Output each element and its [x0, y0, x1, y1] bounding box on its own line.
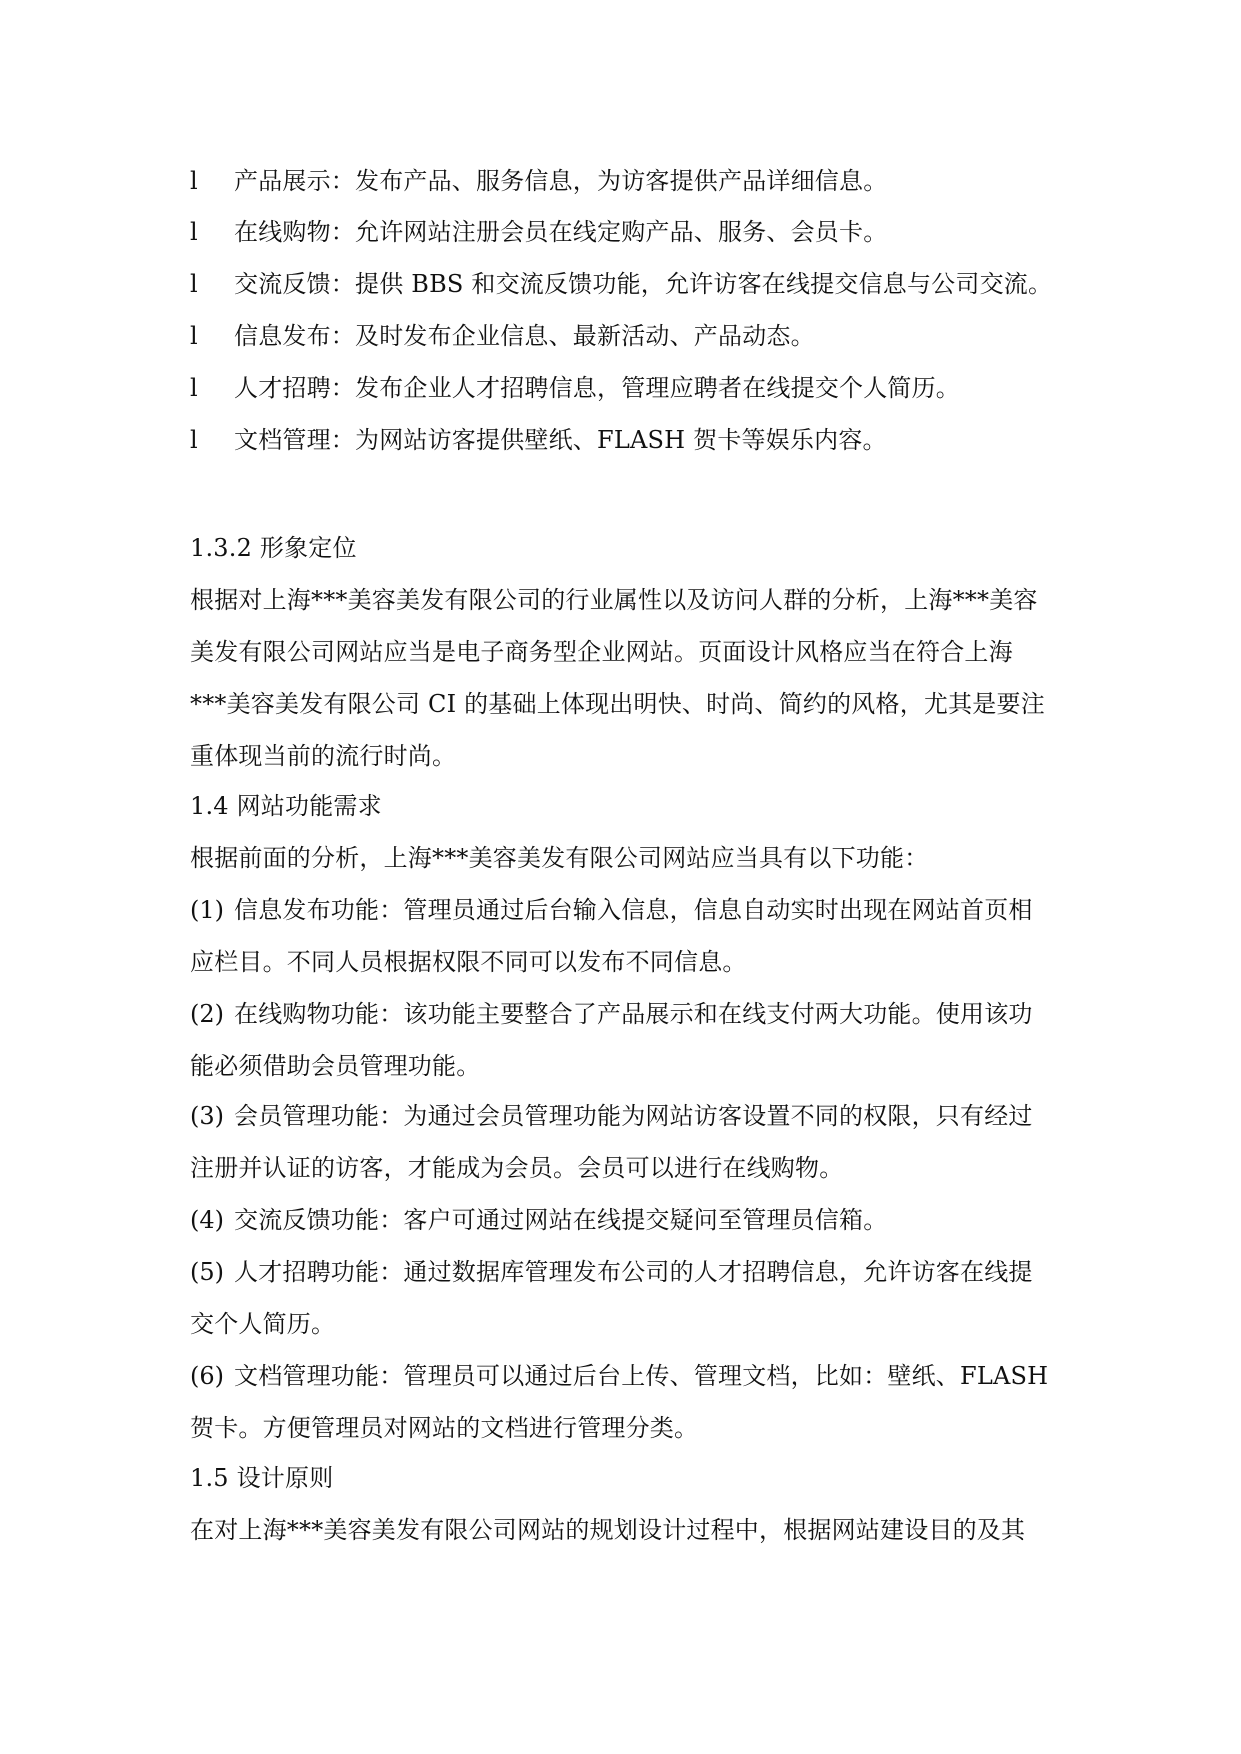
list-item-continuation: 能必须借助会员管理功能。 [190, 1052, 481, 1080]
list-item-number: (5) [190, 1258, 224, 1286]
list-item-number: (3) [190, 1102, 224, 1130]
list-item-text: 文档管理功能：管理员可以通过后台上传、管理文档，比如：壁纸、FLASH [234, 1362, 1049, 1390]
list-item-text: 信息发布功能：管理员通过后台输入信息，信息自动实时出现在网站首页相 [234, 896, 1033, 924]
bullet-marker: l [190, 270, 198, 298]
list-item-text: 人才招聘功能：通过数据库管理发布公司的人才招聘信息，允许访客在线提 [234, 1258, 1033, 1286]
paragraph-line: 根据对上海***美容美发有限公司的行业属性以及访问人群的分析，上海***美容 [190, 586, 1038, 614]
paragraph-line: 在对上海***美容美发有限公司网站的规划设计过程中，根据网站建设目的及其 [190, 1516, 1026, 1544]
list-item-continuation: 交个人简历。 [190, 1310, 336, 1338]
bullet-text: 在线购物：允许网站注册会员在线定购产品、服务、会员卡。 [234, 218, 888, 246]
bullet-marker: l [190, 426, 198, 454]
list-item-text: 交流反馈功能：客户可通过网站在线提交疑问至管理员信箱。 [234, 1206, 888, 1234]
bullet-marker: l [190, 322, 198, 350]
paragraph-line: 美发有限公司网站应当是电子商务型企业网站。页面设计风格应当在符合上海 [190, 638, 1013, 666]
list-item-number: (6) [190, 1362, 224, 1390]
list-item-text: 在线购物功能：该功能主要整合了产品展示和在线支付两大功能。使用该功 [234, 1000, 1033, 1028]
bullet-marker: l [190, 374, 198, 402]
section-heading-1-3-2: 1.3.2 形象定位 [190, 534, 357, 562]
list-item-text: 会员管理功能：为通过会员管理功能为网站访客设置不同的权限，只有经过 [234, 1102, 1033, 1130]
list-item-number: (4) [190, 1206, 224, 1234]
bullet-text: 人才招聘：发布企业人才招聘信息，管理应聘者在线提交个人简历。 [234, 374, 960, 402]
section-heading-1-5: 1.5 设计原则 [190, 1464, 334, 1492]
paragraph-line: 重体现当前的流行时尚。 [190, 742, 457, 770]
paragraph-line: 根据前面的分析，上海***美容美发有限公司网站应当具有以下功能： [190, 844, 929, 872]
list-item-number: (1) [190, 896, 224, 924]
bullet-text: 交流反馈：提供 BBS 和交流反馈功能，允许访客在线提交信息与公司交流。 [234, 270, 1053, 298]
bullet-marker: l [190, 218, 198, 246]
list-item-continuation: 应栏目。不同人员根据权限不同可以发布不同信息。 [190, 948, 747, 976]
bullet-text: 文档管理：为网站访客提供壁纸、FLASH 贺卡等娱乐内容。 [234, 426, 887, 454]
paragraph-line: ***美容美发有限公司 CI 的基础上体现出明快、时尚、简约的风格，尤其是要注 [190, 690, 1045, 718]
list-item-continuation: 贺卡。方便管理员对网站的文档进行管理分类。 [190, 1414, 699, 1442]
bullet-marker: l [190, 167, 198, 195]
bullet-text: 信息发布：及时发布企业信息、最新活动、产品动态。 [234, 322, 815, 350]
list-item-continuation: 注册并认证的访客，才能成为会员。会员可以进行在线购物。 [190, 1154, 844, 1182]
list-item-number: (2) [190, 1000, 224, 1028]
bullet-text: 产品展示：发布产品、服务信息，为访客提供产品详细信息。 [234, 167, 888, 195]
section-heading-1-4: 1.4 网站功能需求 [190, 792, 382, 820]
